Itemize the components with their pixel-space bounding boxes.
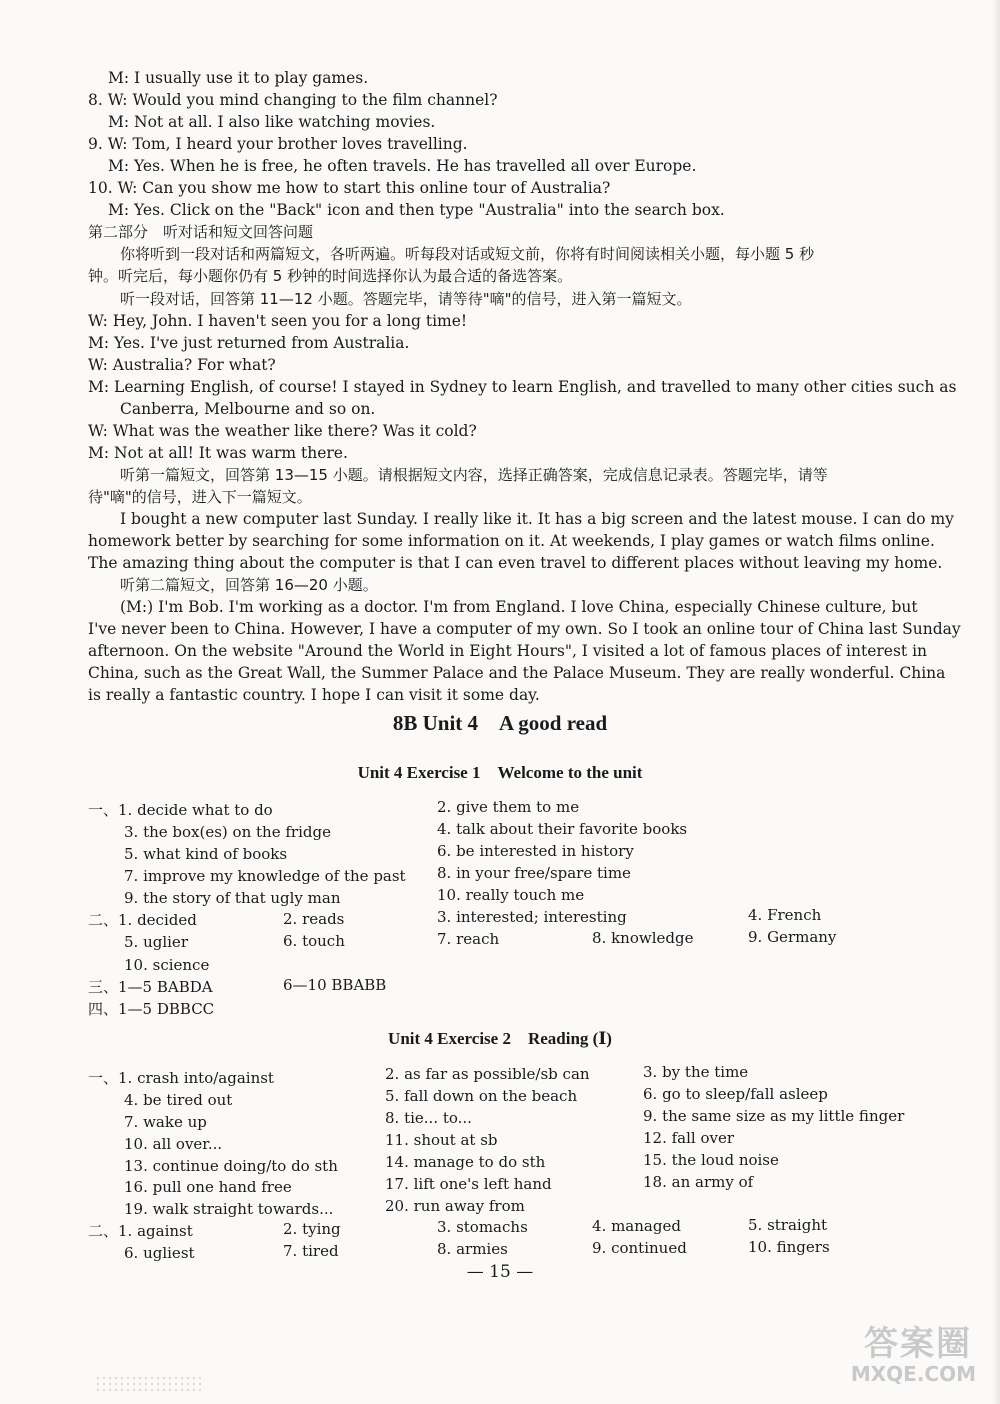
transcript-line: afternoon. On the website "Around the World in Eight Hours", I visited a lot of famous places of interest in — [88, 642, 928, 660]
transcript-line: The amazing thing about the computer is that I can even travel to different places without leaving my home. — [88, 554, 943, 572]
answer-item: 10. all over... — [124, 1135, 223, 1153]
answer-item: 2. give them to me — [437, 798, 580, 816]
answer-item: 16. pull one hand free — [124, 1178, 292, 1196]
answer-item: 15. the loud noise — [643, 1151, 779, 1169]
transcript-line: 听第一篇短文，回答第 13—15 小题。请根据短文内容，选择正确答案，完成信息记录表。答题完毕，请等 — [120, 466, 828, 484]
answer-item: 一、1. decide what to do — [88, 801, 273, 819]
answer-item: 8. knowledge — [592, 929, 694, 947]
transcript-line: W: Australia? For what? — [88, 356, 276, 374]
exercise1-title: Unit 4 Exercise 1 Welcome to the unit — [357, 763, 643, 782]
transcript-line: M: I usually use it to play games. — [108, 69, 369, 87]
transcript-line: Canberra, Melbourne and so on. — [120, 400, 376, 418]
answer-item: 3. stomachs — [437, 1218, 528, 1236]
transcript-line: M: Yes. When he is free, he often travels. He has travelled all over Europe. — [108, 157, 697, 175]
answer-item: 3. interested; interesting — [437, 908, 627, 926]
answer-item: 三、1—5 BABDA — [88, 978, 213, 996]
answer-item: 4. talk about their favorite books — [437, 820, 688, 838]
answer-item: 6. go to sleep/fall asleep — [643, 1085, 828, 1103]
transcript-line: China, such as the Great Wall, the Summer Palace and the Palace Museum. They are really wonderful. China — [88, 664, 946, 682]
answer-item: 9. continued — [592, 1239, 687, 1257]
answer-item: 二、1. decided — [88, 911, 197, 929]
answer-item: 四、1—5 DBBCC — [88, 1000, 215, 1018]
transcript-line: M: Not at all. I also like watching movies. — [108, 113, 436, 131]
transcript-line: homework better by searching for some information on it. At weekends, I play games or watch films online. — [88, 532, 935, 550]
answer-item: 19. walk straight towards... — [124, 1200, 334, 1218]
transcript-line: is really a fantastic country. I hope I can visit it some day. — [88, 686, 540, 704]
transcript-line: M: Learning English, of course! I stayed in Sydney to learn English, and travelled to many other cities such as — [88, 378, 957, 396]
answer-item: 8. armies — [437, 1240, 508, 1258]
transcript-line: 8. W: Would you mind changing to the film channel? — [88, 91, 498, 109]
transcript-line: 听一段对话，回答第 11—12 小题。答题完毕，请等待"嘀"的信号，进入第一篇短文。 — [120, 290, 692, 308]
answer-item: 4. managed — [592, 1217, 681, 1235]
transcript-line: (M:) I'm Bob. I'm working as a doctor. I'm from England. I love China, especially Chinese culture, but — [120, 598, 918, 616]
answer-item: 5. what kind of books — [124, 845, 288, 863]
watermark-en: MXQE.COM — [850, 1362, 976, 1386]
transcript-line: 待"嘀"的信号，进入下一篇短文。 — [88, 488, 312, 506]
answer-item: 4. French — [748, 906, 822, 924]
transcript-line: M: Yes. Click on the "Back" icon and then type "Australia" into the search box. — [108, 201, 725, 219]
unit-title: 8B Unit 4 A good read — [392, 711, 608, 735]
watermark-logo — [832, 1316, 982, 1386]
transcript-line: M: Not at all! It was warm there. — [88, 444, 348, 462]
answer-item: 7. improve my knowledge of the past — [124, 867, 406, 885]
transcript-line: 听第二篇短文，回答第 16—20 小题。 — [120, 576, 378, 594]
page-number: — 15 — — [466, 1262, 534, 1282]
answer-item: 8. tie... to... — [385, 1109, 472, 1127]
scan-edge-shadow — [992, 0, 1000, 1404]
answer-item: 2. tying — [283, 1220, 341, 1238]
answer-item: 11. shout at sb — [385, 1131, 498, 1149]
answer-item: 14. manage to do sth — [385, 1153, 546, 1171]
answer-item: 10. science — [124, 956, 210, 974]
answer-item: 一、1. crash into/against — [88, 1069, 274, 1087]
transcript-line: 钟。听完后，每小题你仍有 5 秒钟的时间选择你认为最合适的备选答案。 — [88, 267, 573, 285]
answer-item: 7. tired — [283, 1242, 339, 1260]
exercise2-title: Unit 4 Exercise 2 Reading (Ⅰ) — [388, 1029, 612, 1048]
transcript-line: I've never been to China. However, I have a computer of my own. So I took an online tour of China last Sunday — [88, 620, 961, 638]
answer-item: 7. reach — [437, 930, 500, 948]
transcript-line: 第二部分 听对话和短文回答问题 — [88, 223, 314, 241]
answer-item: 5. fall down on the beach — [385, 1087, 578, 1105]
transcript-line: I bought a new computer last Sunday. I really like it. It has a big screen and the latest mouse. I can do my — [120, 510, 954, 528]
answer-item: 3. the box(es) on the fridge — [124, 823, 331, 841]
answer-item: 5. uglier — [124, 933, 188, 951]
transcript-line: M: Yes. I've just returned from Australia. — [88, 334, 410, 352]
answer-item: 6. touch — [283, 932, 345, 950]
answer-item: 9. Germany — [748, 928, 837, 946]
answer-item: 20. run away from — [385, 1197, 525, 1215]
transcript-line: W: What was the weather like there? Was it cold? — [88, 422, 477, 440]
answer-item: 18. an army of — [643, 1173, 754, 1191]
scan-speckle — [95, 1375, 205, 1391]
transcript-line: 10. W: Can you show me how to start this online tour of Australia? — [88, 179, 611, 197]
answer-item: 17. lift one's left hand — [385, 1175, 552, 1193]
answer-item: 12. fall over — [643, 1129, 735, 1147]
transcript-line: 你将听到一段对话和两篇短文，各听两遍。听每段对话或短文前，你将有时间阅读相关小题，每小题 5 秒 — [120, 245, 815, 263]
watermark-cn: 答案圈 — [864, 1324, 972, 1364]
answer-item: 3. by the time — [643, 1063, 749, 1081]
answer-item: 9. the story of that ugly man — [124, 889, 341, 907]
transcript-line: 9. W: Tom, I heard your brother loves travelling. — [88, 135, 468, 153]
answer-item: 9. the same size as my little finger — [643, 1107, 905, 1125]
transcript-line: W: Hey, John. I haven't seen you for a long time! — [88, 312, 468, 330]
answer-item: 5. straight — [748, 1216, 828, 1234]
answer-item: 2. as far as possible/sb can — [385, 1065, 590, 1083]
answer-item: 二、1. against — [88, 1222, 193, 1240]
answer-item: 7. wake up — [124, 1113, 207, 1131]
answer-item: 6. ugliest — [124, 1244, 195, 1262]
answer-item: 4. be tired out — [124, 1091, 233, 1109]
answer-item: 8. in your free/spare time — [437, 864, 631, 882]
answer-item: 6. be interested in history — [437, 842, 634, 860]
answer-item: 6—10 BBABB — [283, 976, 387, 994]
answer-item: 10. fingers — [748, 1238, 830, 1256]
answer-item: 2. reads — [283, 910, 345, 928]
answer-item: 13. continue doing/to do sth — [124, 1157, 338, 1175]
answer-item: 10. really touch me — [437, 886, 585, 904]
